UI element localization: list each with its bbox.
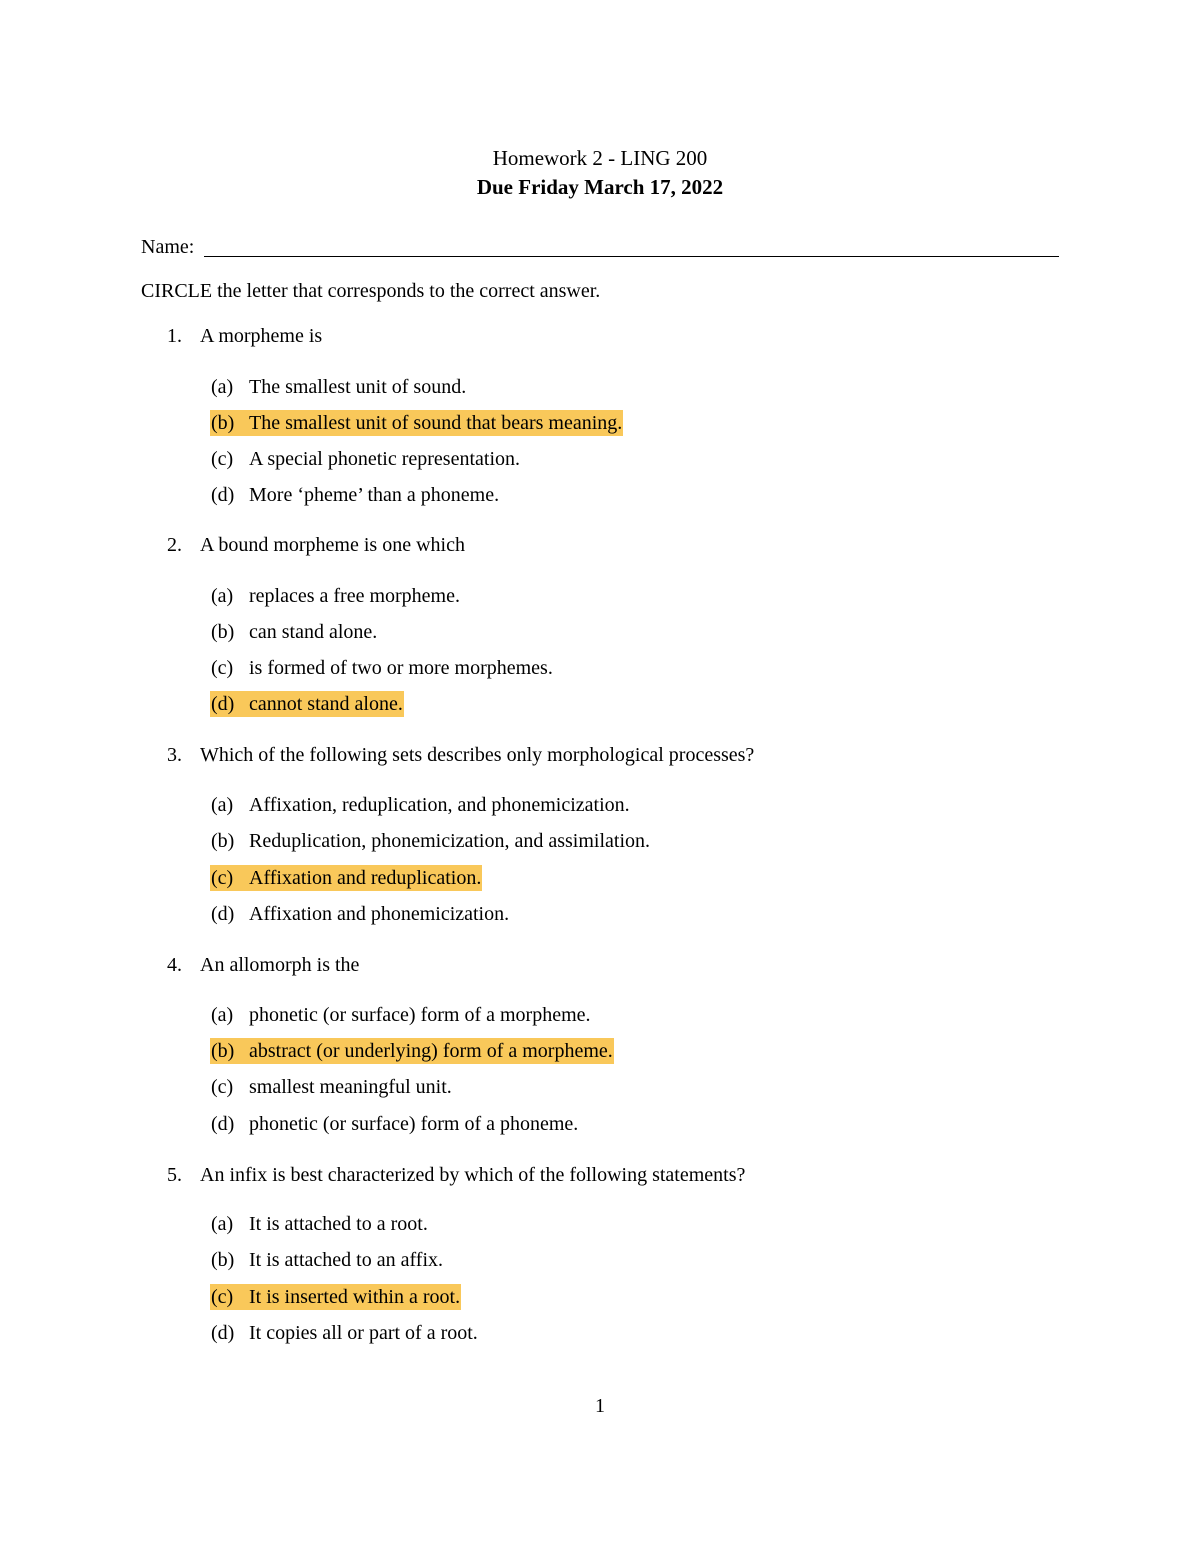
instructions: CIRCLE the letter that corresponds to the correct answer. [141, 280, 601, 302]
option-text: It is inserted within a root. [249, 1286, 461, 1308]
option-text: It copies all or part of a root. [249, 1322, 478, 1344]
question-3 [167, 741, 754, 769]
due-date: Due Friday March 17, 2022 [476, 175, 724, 199]
option-text: The smallest unit of sound. [249, 376, 467, 398]
question-3-option-a[interactable] [210, 792, 631, 818]
question-text: Which of the following sets describes only morphological processes? [200, 744, 755, 766]
question-2-option-c[interactable] [210, 655, 554, 681]
option-letter: (c) [211, 867, 234, 889]
question-4-option-c[interactable] [210, 1074, 453, 1100]
option-letter: (a) [211, 1213, 234, 1235]
question-1-option-d[interactable] [210, 482, 500, 508]
question-1-option-b[interactable] [210, 410, 623, 436]
option-letter: (b) [211, 830, 235, 852]
option-text: is formed of two or more morphemes. [249, 657, 553, 679]
question-5-option-d[interactable] [210, 1320, 479, 1346]
question-5-option-a[interactable] [210, 1211, 429, 1237]
option-text: abstract (or underlying) form of a morpheme. [249, 1040, 613, 1062]
option-letter: (b) [211, 621, 235, 643]
question-number: 5. [167, 1164, 182, 1186]
option-letter: (b) [211, 412, 235, 434]
option-letter: (c) [211, 657, 234, 679]
question-number: 1. [167, 325, 182, 347]
question-number: 2. [167, 534, 182, 556]
question-5-option-c[interactable] [210, 1284, 461, 1310]
option-text: It is attached to a root. [249, 1213, 428, 1235]
option-letter: (d) [211, 1322, 235, 1344]
option-letter: (c) [211, 1286, 234, 1308]
option-text: More ‘pheme’ than a phoneme. [249, 484, 500, 506]
question-2-option-a[interactable] [210, 583, 461, 609]
question-text: A morpheme is [200, 325, 323, 347]
question-5-option-b[interactable] [210, 1247, 444, 1273]
option-text: The smallest unit of sound that bears meaning. [249, 412, 623, 434]
question-text: An allomorph is the [200, 954, 360, 976]
option-text: It is attached to an affix. [249, 1249, 444, 1271]
question-2 [167, 531, 465, 559]
option-letter: (d) [211, 693, 235, 715]
name-label: Name: [141, 236, 195, 258]
option-letter: (a) [211, 1004, 234, 1026]
option-letter: (d) [211, 484, 235, 506]
question-4-option-b[interactable] [210, 1038, 614, 1064]
option-letter: (c) [211, 448, 234, 470]
page-number: 1 [595, 1395, 605, 1417]
question-3-option-b[interactable] [210, 828, 651, 854]
document-title: Homework 2 - LING 200 [492, 146, 708, 170]
option-text: Affixation and phonemicization. [249, 903, 510, 925]
question-5 [167, 1161, 745, 1189]
question-4-option-d[interactable] [210, 1111, 579, 1137]
name-blank-line[interactable] [204, 234, 1059, 257]
option-letter: (a) [211, 376, 234, 398]
option-letter: (a) [211, 585, 234, 607]
question-1 [167, 322, 322, 350]
option-letter: (b) [211, 1249, 235, 1271]
option-letter: (d) [211, 903, 235, 925]
option-text: phonetic (or surface) form of a morpheme. [249, 1004, 591, 1026]
option-letter: (c) [211, 1076, 234, 1098]
question-3-option-c[interactable] [210, 865, 482, 891]
name-row [141, 233, 1059, 261]
question-1-option-a[interactable] [210, 374, 467, 400]
option-text: Affixation and reduplication. [249, 867, 482, 889]
question-number: 3. [167, 744, 182, 766]
option-letter: (a) [211, 794, 234, 816]
option-text: cannot stand alone. [249, 693, 403, 715]
question-1-option-c[interactable] [210, 446, 521, 472]
option-letter: (d) [211, 1113, 235, 1135]
question-4-option-a[interactable] [210, 1002, 592, 1028]
option-text: Affixation, reduplication, and phonemicization. [249, 794, 630, 816]
option-text: Reduplication, phonemicization, and assimilation. [249, 830, 651, 852]
question-2-option-b[interactable] [210, 619, 378, 645]
option-text: A special phonetic representation. [249, 448, 521, 470]
question-2-option-d[interactable] [210, 691, 404, 717]
option-letter: (b) [211, 1040, 235, 1062]
question-number: 4. [167, 954, 182, 976]
option-text: smallest meaningful unit. [249, 1076, 452, 1098]
question-4 [167, 951, 359, 979]
option-text: can stand alone. [249, 621, 378, 643]
question-text: A bound morpheme is one which [200, 534, 465, 556]
question-text: An infix is best characterized by which of the following statements? [200, 1164, 746, 1186]
question-3-option-d[interactable] [210, 901, 510, 927]
option-text: phonetic (or surface) form of a phoneme. [249, 1113, 579, 1135]
option-text: replaces a free morpheme. [249, 585, 460, 607]
